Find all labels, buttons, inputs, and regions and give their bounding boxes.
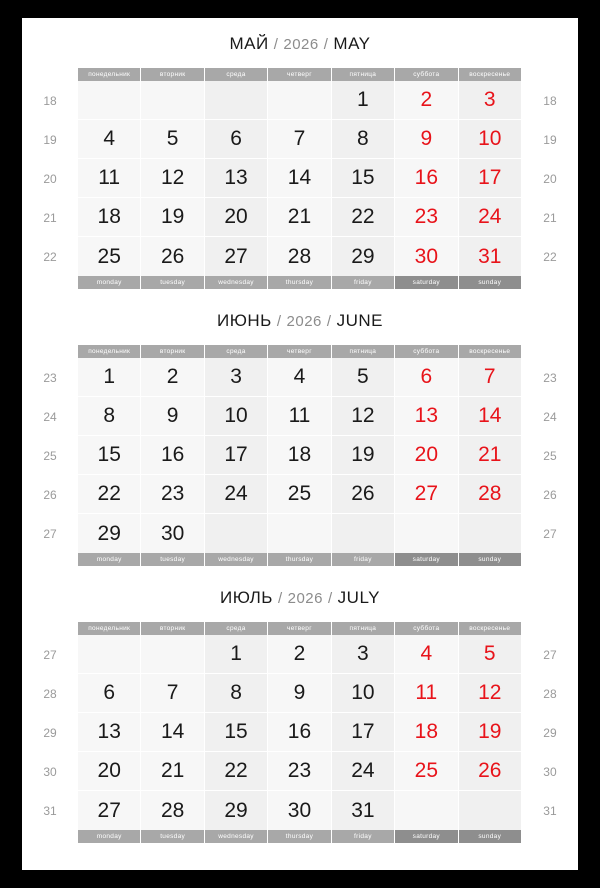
weekday-header-ru: пятница	[332, 622, 395, 635]
week-row	[22, 198, 578, 237]
month-name-ru: ИЮЛЬ	[220, 588, 273, 607]
weekday-header-en: friday	[332, 276, 395, 289]
day-cell[interactable]: 22	[205, 752, 268, 791]
weekday-header-ru: вторник	[141, 345, 204, 358]
day-cell-empty	[141, 635, 204, 674]
weekday-header-ru: пятница	[332, 68, 395, 81]
weekday-header-en: monday	[78, 276, 141, 289]
month-block	[22, 566, 578, 843]
day-cell-empty	[205, 81, 268, 120]
day-cell[interactable]: 2	[395, 81, 458, 120]
weekday-header-row-ru	[22, 622, 578, 635]
day-cell[interactable]: 1	[205, 635, 268, 674]
day-cell[interactable]: 22	[332, 198, 395, 237]
weekday-header-ru: среда	[205, 622, 268, 635]
month-title	[22, 295, 578, 345]
day-cell-empty	[332, 514, 395, 553]
day-cell[interactable]: 24	[205, 475, 268, 514]
week-row	[22, 436, 578, 475]
week-number-spacer	[22, 345, 78, 358]
day-cell-empty	[459, 514, 522, 553]
day-cell[interactable]: 22	[78, 475, 141, 514]
day-cell[interactable]: 24	[332, 752, 395, 791]
day-cell[interactable]: 17	[205, 436, 268, 475]
weekday-header-row-ru	[22, 68, 578, 81]
weekday-header-ru: воскресенье	[459, 622, 522, 635]
day-cell[interactable]: 26	[459, 752, 522, 791]
weekday-header-ru: четверг	[268, 345, 331, 358]
day-cell[interactable]: 24	[459, 198, 522, 237]
week-number-right: 31	[522, 791, 578, 830]
calendar-sheet	[22, 18, 578, 870]
weekday-header-en: tuesday	[141, 553, 204, 566]
week-number-right: 26	[522, 475, 578, 514]
month-name-en: JULY	[337, 588, 380, 607]
day-cell[interactable]: 4	[395, 635, 458, 674]
weekday-header-ru: суббота	[395, 68, 458, 81]
week-number-left: 20	[22, 159, 78, 198]
title-separator: /	[328, 590, 333, 607]
week-number-left: 18	[22, 81, 78, 120]
weekday-header-en: saturday	[395, 276, 458, 289]
weekday-header-ru: пятница	[332, 345, 395, 358]
weekday-header-ru: понедельник	[78, 68, 141, 81]
day-cell[interactable]: 7	[459, 358, 522, 397]
title-separator: /	[323, 36, 329, 53]
day-cell[interactable]: 15	[332, 159, 395, 198]
week-row	[22, 237, 578, 276]
weekday-header-ru: суббота	[395, 622, 458, 635]
day-cell[interactable]: 28	[141, 791, 204, 830]
week-number-left: 21	[22, 198, 78, 237]
day-cell[interactable]: 11	[395, 674, 458, 713]
day-cell[interactable]: 12	[332, 397, 395, 436]
day-cell[interactable]: 6	[395, 358, 458, 397]
title-separator: /	[273, 36, 279, 53]
day-cell[interactable]: 3	[459, 81, 522, 120]
day-cell[interactable]: 19	[141, 198, 204, 237]
week-number-left: 26	[22, 475, 78, 514]
week-number-spacer	[22, 622, 78, 635]
week-number-right: 29	[522, 713, 578, 752]
day-cell[interactable]: 17	[459, 159, 522, 198]
day-cell-empty	[268, 514, 331, 553]
day-cell[interactable]: 21	[141, 752, 204, 791]
day-cell[interactable]: 13	[395, 397, 458, 436]
day-cell[interactable]: 6	[205, 120, 268, 159]
day-cell[interactable]: 7	[141, 674, 204, 713]
week-number-right: 22	[522, 237, 578, 276]
week-number-spacer	[522, 622, 578, 635]
day-cell[interactable]: 20	[78, 752, 141, 791]
day-cell[interactable]: 21	[268, 198, 331, 237]
week-number-left: 19	[22, 120, 78, 159]
day-cell[interactable]: 20	[395, 436, 458, 475]
week-number-right: 28	[522, 674, 578, 713]
week-number-spacer	[522, 68, 578, 81]
week-number-spacer	[22, 553, 78, 566]
day-cell[interactable]: 23	[395, 198, 458, 237]
day-cell[interactable]: 14	[141, 713, 204, 752]
day-cell[interactable]: 28	[268, 237, 331, 276]
day-cell[interactable]: 5	[332, 358, 395, 397]
month-title	[22, 18, 578, 68]
day-cell-empty	[459, 791, 522, 830]
day-cell[interactable]: 13	[205, 159, 268, 198]
week-number-left: 29	[22, 713, 78, 752]
month-name-ru: ИЮНЬ	[217, 311, 272, 330]
week-number-right: 24	[522, 397, 578, 436]
weeks-grid	[22, 81, 578, 276]
day-cell[interactable]: 14	[268, 159, 331, 198]
day-cell[interactable]: 25	[78, 237, 141, 276]
day-cell[interactable]: 30	[268, 791, 331, 830]
weekday-header-ru: четверг	[268, 68, 331, 81]
day-cell[interactable]: 27	[78, 791, 141, 830]
day-cell[interactable]: 1	[78, 358, 141, 397]
day-cell[interactable]: 26	[141, 237, 204, 276]
weekday-header-en: wednesday	[205, 553, 268, 566]
week-number-right: 18	[522, 81, 578, 120]
day-cell[interactable]: 13	[78, 713, 141, 752]
week-number-right: 23	[522, 358, 578, 397]
day-cell-empty	[395, 791, 458, 830]
week-row	[22, 358, 578, 397]
day-cell[interactable]: 29	[78, 514, 141, 553]
day-cell[interactable]: 29	[332, 237, 395, 276]
day-cell[interactable]: 8	[332, 120, 395, 159]
weekday-header-en: thursday	[268, 276, 331, 289]
weekday-header-row-en	[22, 830, 578, 843]
weekday-header-en: friday	[332, 553, 395, 566]
week-row	[22, 81, 578, 120]
day-cell-empty	[395, 514, 458, 553]
weekday-header-en: tuesday	[141, 830, 204, 843]
week-number-right: 27	[522, 635, 578, 674]
day-cell[interactable]: 27	[395, 475, 458, 514]
week-number-right: 20	[522, 159, 578, 198]
week-number-right: 25	[522, 436, 578, 475]
week-row	[22, 397, 578, 436]
weekday-header-en: wednesday	[205, 830, 268, 843]
month-year: 2026	[287, 590, 323, 607]
weekday-header-en: friday	[332, 830, 395, 843]
day-cell[interactable]: 27	[205, 237, 268, 276]
day-cell[interactable]: 26	[332, 475, 395, 514]
week-row	[22, 159, 578, 198]
day-cell[interactable]: 21	[459, 436, 522, 475]
weekday-header-ru: суббота	[395, 345, 458, 358]
day-cell[interactable]: 3	[205, 358, 268, 397]
week-number-right: 30	[522, 752, 578, 791]
weekday-header-ru: воскресенье	[459, 345, 522, 358]
day-cell[interactable]: 15	[78, 436, 141, 475]
day-cell[interactable]: 25	[268, 475, 331, 514]
weekday-header-en: thursday	[268, 830, 331, 843]
weekday-header-row-en	[22, 553, 578, 566]
week-number-left: 22	[22, 237, 78, 276]
weeks-grid	[22, 358, 578, 553]
day-cell[interactable]: 11	[78, 159, 141, 198]
week-row	[22, 635, 578, 674]
day-cell[interactable]: 5	[141, 120, 204, 159]
week-number-left: 25	[22, 436, 78, 475]
day-cell[interactable]: 18	[395, 713, 458, 752]
day-cell[interactable]: 8	[205, 674, 268, 713]
day-cell[interactable]: 6	[78, 674, 141, 713]
week-number-spacer	[522, 830, 578, 843]
week-number-right: 19	[522, 120, 578, 159]
week-number-spacer	[522, 553, 578, 566]
weekday-header-en: sunday	[459, 553, 522, 566]
weekday-header-en: sunday	[459, 276, 522, 289]
weekday-header-ru: четверг	[268, 622, 331, 635]
title-separator: /	[277, 590, 283, 607]
day-cell[interactable]: 1	[332, 81, 395, 120]
day-cell[interactable]: 19	[332, 436, 395, 475]
week-number-spacer	[22, 830, 78, 843]
weekday-header-ru: среда	[205, 345, 268, 358]
month-year: 2026	[283, 36, 319, 53]
day-cell[interactable]: 15	[205, 713, 268, 752]
day-cell-empty	[78, 81, 141, 120]
day-cell[interactable]: 11	[268, 397, 331, 436]
day-cell-empty	[141, 81, 204, 120]
week-number-left: 23	[22, 358, 78, 397]
title-separator: /	[276, 313, 282, 330]
weekday-header-en: monday	[78, 830, 141, 843]
month-name-en: MAY	[333, 34, 371, 53]
week-number-spacer	[22, 68, 78, 81]
month-year: 2026	[286, 313, 322, 330]
weekday-header-row-en	[22, 276, 578, 289]
day-cell[interactable]: 2	[141, 358, 204, 397]
day-cell[interactable]: 9	[268, 674, 331, 713]
week-number-left: 24	[22, 397, 78, 436]
weekday-header-en: tuesday	[141, 276, 204, 289]
day-cell[interactable]: 10	[205, 397, 268, 436]
day-cell[interactable]: 7	[268, 120, 331, 159]
day-cell[interactable]: 3	[332, 635, 395, 674]
day-cell[interactable]: 30	[395, 237, 458, 276]
day-cell[interactable]: 20	[205, 198, 268, 237]
week-number-left: 27	[22, 514, 78, 553]
day-cell[interactable]: 23	[141, 475, 204, 514]
day-cell[interactable]: 10	[332, 674, 395, 713]
day-cell[interactable]: 18	[268, 436, 331, 475]
day-cell[interactable]: 8	[78, 397, 141, 436]
day-cell[interactable]: 9	[395, 120, 458, 159]
week-number-right: 27	[522, 514, 578, 553]
weekday-header-en: monday	[78, 553, 141, 566]
weekday-header-ru: понедельник	[78, 345, 141, 358]
day-cell[interactable]: 16	[268, 713, 331, 752]
day-cell-empty	[205, 514, 268, 553]
week-row	[22, 514, 578, 553]
month-block	[22, 18, 578, 289]
day-cell[interactable]: 12	[141, 159, 204, 198]
week-number-spacer	[522, 345, 578, 358]
weekday-header-en: sunday	[459, 830, 522, 843]
week-row	[22, 752, 578, 791]
month-name-ru: МАЙ	[229, 34, 269, 53]
month-block	[22, 289, 578, 566]
weekday-header-en: thursday	[268, 553, 331, 566]
title-separator: /	[326, 313, 332, 330]
day-cell[interactable]: 14	[459, 397, 522, 436]
week-number-left: 27	[22, 635, 78, 674]
week-number-right: 21	[522, 198, 578, 237]
day-cell[interactable]: 25	[395, 752, 458, 791]
weekday-header-en: saturday	[395, 830, 458, 843]
weekday-header-ru: понедельник	[78, 622, 141, 635]
month-title	[22, 572, 578, 622]
day-cell[interactable]: 30	[141, 514, 204, 553]
day-cell[interactable]: 31	[459, 237, 522, 276]
day-cell[interactable]: 4	[268, 358, 331, 397]
day-cell[interactable]: 16	[395, 159, 458, 198]
day-cell[interactable]: 4	[78, 120, 141, 159]
day-cell[interactable]: 23	[268, 752, 331, 791]
weekday-header-ru: воскресенье	[459, 68, 522, 81]
week-row	[22, 713, 578, 752]
week-number-left: 28	[22, 674, 78, 713]
day-cell[interactable]: 19	[459, 713, 522, 752]
day-cell[interactable]: 17	[332, 713, 395, 752]
weeks-grid	[22, 635, 578, 830]
week-number-left: 30	[22, 752, 78, 791]
weekday-header-ru: вторник	[141, 68, 204, 81]
day-cell[interactable]: 31	[332, 791, 395, 830]
week-row	[22, 791, 578, 830]
week-number-left: 31	[22, 791, 78, 830]
week-number-spacer	[522, 276, 578, 289]
day-cell[interactable]: 29	[205, 791, 268, 830]
day-cell-empty	[78, 635, 141, 674]
week-row	[22, 674, 578, 713]
day-cell-empty	[268, 81, 331, 120]
week-number-spacer	[22, 276, 78, 289]
day-cell[interactable]: 28	[459, 475, 522, 514]
weekday-header-en: saturday	[395, 553, 458, 566]
weekday-header-row-ru	[22, 345, 578, 358]
weekday-header-ru: вторник	[141, 622, 204, 635]
day-cell[interactable]: 9	[141, 397, 204, 436]
day-cell[interactable]: 18	[78, 198, 141, 237]
month-name-en: JUNE	[336, 311, 383, 330]
day-cell[interactable]: 2	[268, 635, 331, 674]
day-cell[interactable]: 5	[459, 635, 522, 674]
day-cell[interactable]: 16	[141, 436, 204, 475]
week-row	[22, 120, 578, 159]
day-cell[interactable]: 10	[459, 120, 522, 159]
week-row	[22, 475, 578, 514]
weekday-header-ru: среда	[205, 68, 268, 81]
day-cell[interactable]: 12	[459, 674, 522, 713]
weekday-header-en: wednesday	[205, 276, 268, 289]
